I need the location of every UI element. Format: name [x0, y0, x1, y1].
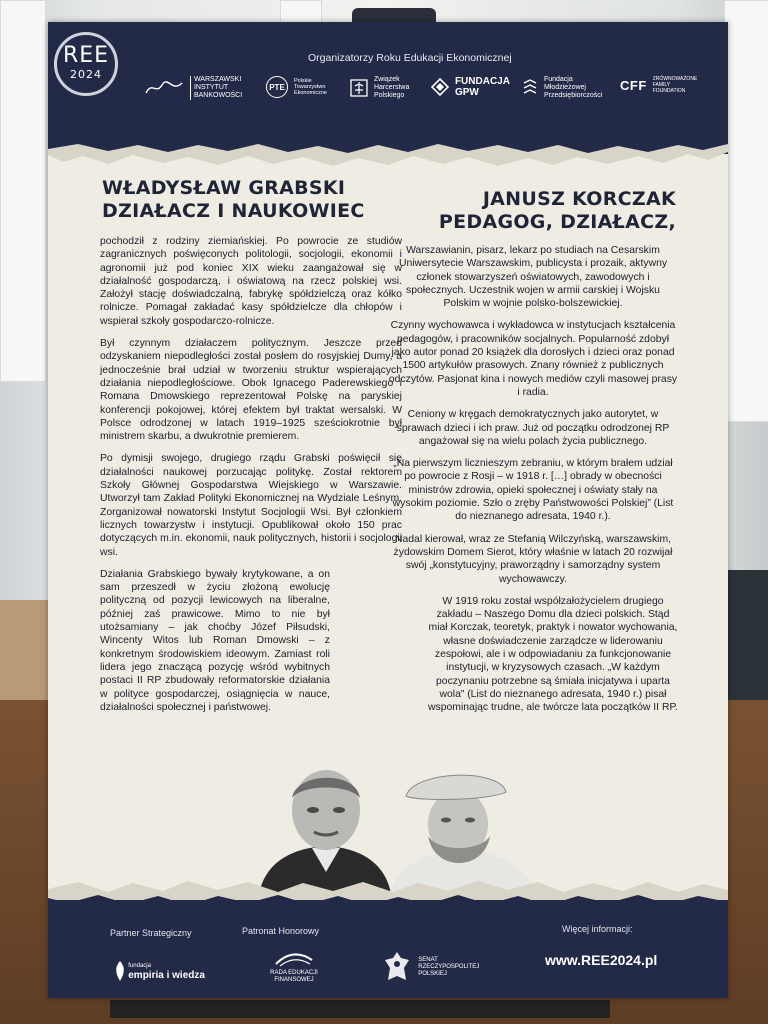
ref-logo: RADA EDUKACJI FINANSOWEJ: [264, 950, 324, 984]
korczak-paragraph: Czynny wychowawca i wykładowca w instytucjach kształcenia pedagogów, i pracowników socjalnych. Popularność zdobył jako autor ponad 20 książek dla dorosłych i dzieci oraz ponad 1500 artykułów prasowych. Znany również z publicznych odczytów. Pasjonat kina i nowych mediów czyli masowej prasy i radia.: [388, 320, 678, 398]
grabski-paragraph: Po dymisji swojego, drugiego rządu Grabski poświęcił się działalności naukowej porzucając politykę. Został rektorem Szkoły Głównej Gospodarstwa Wiejskiego w Warszawie. Utworzył tam Zakład Polityki Ekonomicznej na Wydziale Leśnym. Zorganizował nowatorski Instytut Socjologii Wsi. Był członkiem licznych towarzystw i instytucji. Opublikował około 150 prac dotyczących m.in. ekonomii, nauk politycznych, historii i socjologii wsi.: [100, 453, 402, 558]
empiria-logo: fundacja empiria i wiedza: [114, 960, 205, 982]
more-info-label: Więcej informacji:: [562, 924, 633, 934]
partner-pte: PTE Polskie Towarzystwo Ekonomiczne: [266, 76, 338, 98]
korczak-paragraph: W 1919 roku został współzałożycielem drugiego zakładu – Naszego Domu dla dzieci polskich. Stąd miał Korczak, teoretyk, praktyk i nowator wychowania, własne doświadczenie zarządcze w liderowaniu zespołowi, ale i w odpowiadaniu za funkcjonowanie instytucji, w kryzysowych czasach. „W każdym poczynaniu potrzebne są śmiała inicjatywa i uparta wola” (List do nieznanego adresata, 1940 r.) pisał wspominając trudne, ale twórcze lata początków II RP.: [428, 595, 678, 714]
ree-logo: [54, 32, 118, 96]
footer-band: [48, 900, 728, 998]
grabski-name: WŁADYSŁAW GRABSKI: [102, 177, 346, 199]
stand-base: [110, 1000, 610, 1018]
grabski-paragraph: pochodził z rodziny ziemiańskiej. Po powrocie ze studiów zagranicznych poświęconych politologii, socjologii, ekonomii i agronomii już pod koniec XIX wieku zaangażował się w działalność gospodarczą, i oświatową na rzecz polskiej wsi. Założył stację doświadczalną, fabrykę spółdzielczą oraz kółko rolnicze. Pomagał zakładać kasy spółdzielcze dla chłopów i wspierał szkoły gospodarczo-rolnicze.: [100, 236, 402, 327]
ree-logo-text: REE: [62, 43, 110, 68]
gpw-diamond-icon: [431, 78, 449, 96]
ree-logo-year: 2024: [70, 68, 102, 81]
korczak-paragraph: Ceniony w kręgach demokratycznych jako autorytet, w sprawach dzieci i ich praw. Już od początku odrodzonej RP angażował się na wielu polach życia publicznego.: [396, 409, 670, 447]
partner-fmp: Fundacja Młodzieżowej Przedsiębiorczości: [522, 76, 614, 100]
partner-gpw: FUNDACJA GPW: [431, 76, 517, 98]
partner-cff: CFF ZRÓWNOWAŻONE FAMILY FOUNDATION: [620, 76, 698, 94]
korczak-text: [388, 244, 678, 724]
flame-icon: [114, 960, 126, 982]
partner-zhp: Związek Harcerstwa Polskiego: [350, 76, 430, 100]
korczak-paragraph: Nadal kierował, wraz ze Stefanią Wilczyńską, warszawskim, żydowskim Domem Sierot, który właśnie w latach 20 rozwijał swój „konstytucyjny, praworządny i samorządny system wychowawczy.: [393, 533, 673, 585]
organizers-title: Organizatorzy Roku Edukacji Ekonomicznej: [308, 52, 512, 64]
grabski-text: [100, 235, 402, 723]
strategic-partner-label: Partner Strategiczny: [110, 928, 192, 938]
grabski-subtitle: DZIAŁACZ I NAUKOWIEC: [102, 200, 365, 222]
korczak-quote: „Na pierwszym licznieszym zebraniu, w którym brałem udział po powrocie z Rosji – w 1918 r. […] obrady w obecności ministrów zdrowia, opieki społecznej i oświaty stały na wysokim poziomie. Szło o zręby Państwowości Polskiej” (List do nieznanego adresata, 1940 r.).: [392, 458, 674, 523]
korczak-name: JANUSZ KORCZAK: [482, 188, 676, 210]
senate-logo: SENAT RZECZYPOSPOLITEJ POLSKIEJ: [382, 950, 478, 984]
grabski-paragraph: Był czynnym działaczem politycznym. Jeszcze przed odzyskaniem niepodległości został posłem do rosyjskiej Dumy, a jednocześnie brał udział w tworzeniu struktur wspierających działania niepodległościowe. Obok Ignacego Paderewskiego i Romana Dmowskiego reprezentował Polskę na paryskiej konferencji pokojowej, której efektem był traktat wersalski. W Polsce odrodzonej w latach 1919–1925 sześciokrotnie był ministrem skarbu, a dwukrotnie premierem.: [100, 338, 402, 443]
honorary-patron-label: Patronat Honorowy: [242, 926, 320, 936]
empiria-name: empiria i wiedza: [128, 970, 205, 981]
partner-wib: WARSZAWSKI INSTYTUT BANKOWOŚCI: [144, 76, 254, 100]
ref-swoosh-icon: [274, 950, 314, 968]
lily-icon: [350, 79, 368, 97]
window-frame-left: [0, 0, 46, 382]
korczak-paragraph: Warszawianin, pisarz, lekarz po studiach na Cesarskim Uniwersytecie Warszawskim, publicysta i prozaik, aktywny członek stowarzyszeń oświatowych, zawodowych i społecznych. Uczestnik wojen w armii carskiej i Wojsku Polskim w wojnie polsko-bolszewickiej.: [398, 245, 668, 310]
korczak-title: [432, 188, 676, 234]
poster-board: [48, 22, 728, 998]
window-frame-right: [724, 0, 768, 422]
korczak-subtitle: PEDAGOG, DZIAŁACZ,: [438, 211, 676, 233]
wib-signature-icon: [144, 79, 184, 97]
eagle-emblem-icon: [382, 950, 412, 984]
torn-paper-top: [48, 130, 728, 180]
grabski-paragraph: Działania Grabskiego bywały krytykowane, a on sam przeszedł w życiu złożoną ewolucję polityczną od pozycji lewicowych na liberalne, później zaś prawicowe. Mimo to nie był utożsamiany – jak choćby Józef Piłsudski, Wincenty Witos lub Roman Dmowski – z konkretnym środowiskiem ideowym. Zamiast roli lidera jego znaczącą pozycję wśród wybitnych postaci II RP zbudowały reformatorskie działania w polityce gospodarczej, osiągnięcia w nauce, działalności społecznej i państwowej.: [100, 568, 330, 713]
pte-mark: PTE: [266, 76, 288, 98]
website-url: www.REE2024.pl: [545, 952, 658, 968]
cff-mark: CFF: [620, 77, 647, 93]
grabski-title: [102, 177, 365, 223]
fmp-arrows-icon: [522, 79, 538, 97]
